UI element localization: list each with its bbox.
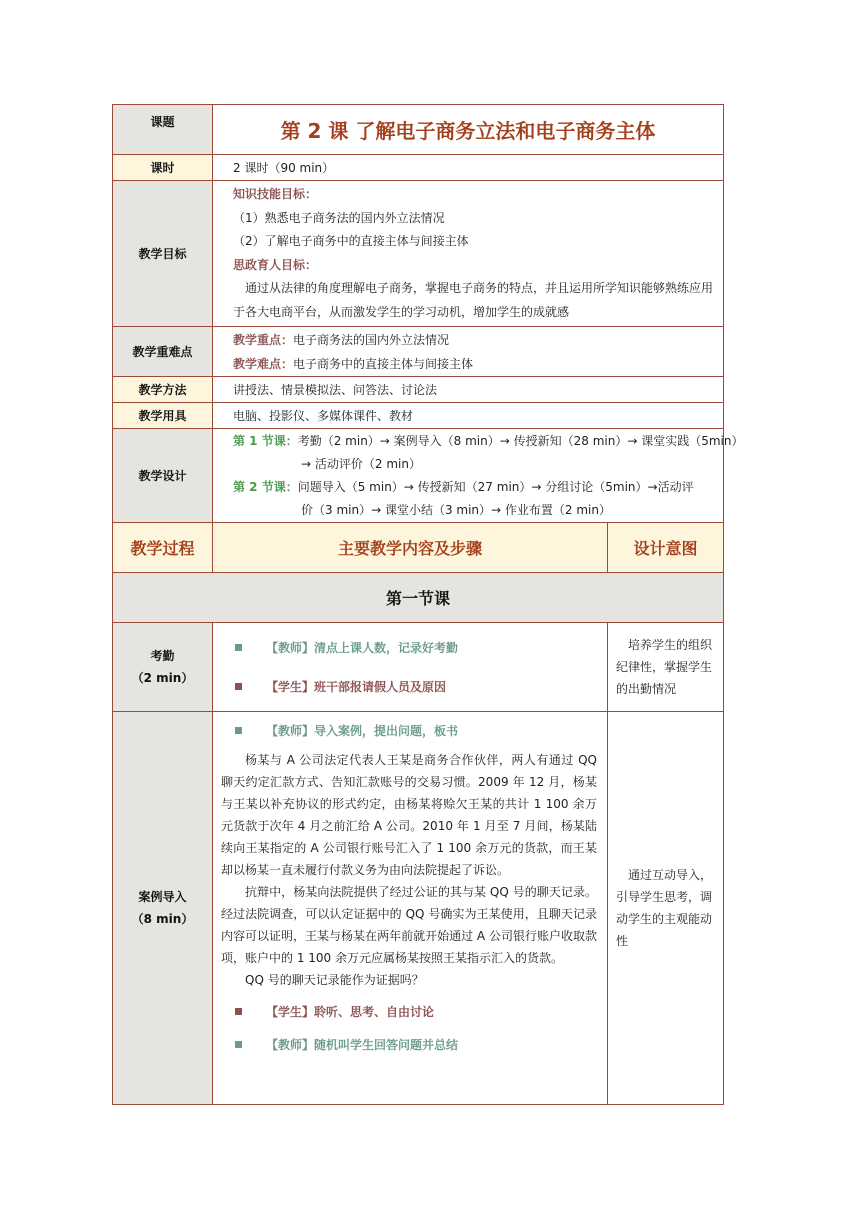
session-1-steps: 考勤（2 min）→ 案例导入（8 min）→ 传授新知（28 min）→ 课堂实践（5min） bbox=[297, 433, 744, 448]
design-content bbox=[213, 429, 744, 523]
hours-row bbox=[113, 155, 724, 181]
tools-value: 电脑、投影仪、多媒体课件、教材 bbox=[213, 403, 724, 429]
goals-content bbox=[213, 181, 724, 327]
case-intro-row bbox=[113, 712, 724, 1105]
lesson-table bbox=[112, 104, 744, 1105]
knowledge-item-1: （1）熟悉电子商务法的国内外立法情况 bbox=[233, 210, 445, 225]
section-title: 第一节课 bbox=[113, 573, 724, 623]
lesson-title: 第 2 课 了解电子商务立法和电子商务主体 bbox=[213, 105, 724, 155]
tools-row bbox=[113, 403, 724, 429]
attendance-label: 考勤 bbox=[150, 649, 175, 663]
session-2-label: 第 2 节课： bbox=[233, 479, 298, 494]
session-1-label: 第 1 节课： bbox=[233, 433, 298, 448]
lesson-plan-table bbox=[112, 104, 744, 1105]
goals-row bbox=[113, 181, 724, 327]
process-header-col1: 教学过程 bbox=[113, 523, 213, 573]
hours-value: 2 课时（90 min） bbox=[213, 155, 724, 181]
bullet-square-icon bbox=[235, 683, 242, 690]
session-2-steps: 问题导入（5 min）→ 传授新知（27 min）→ 分组讨论（5min）→活动评 bbox=[297, 479, 694, 494]
attendance-teacher-text: 【教师】清点上课人数，记录好考勤 bbox=[266, 641, 459, 655]
case-intro-time: （8 min） bbox=[131, 912, 194, 926]
goals-label: 教学目标 bbox=[113, 181, 213, 327]
keypoints-content bbox=[213, 327, 724, 377]
topic-row bbox=[113, 105, 724, 155]
case-paragraph-1: 杨某与 A 公司法定代表人王某是商务合作伙伴，两人有通过 QQ 聊天约定汇款方式、告知汇款账号的交易习惯。2009 年 12 月，杨某与王某以补充协议的形式约定，由杨某将赊欠王某的共计 1 100 余万元货款于次年 4 月之前汇给 A 公司。2010 年 1 月至 7 月间，杨某陆续向王某指定的 A 公司银行账号汇入了 1 100 余万元的货款，而王某却以杨某一直未履行付款义务为由向法院提起了诉讼。 bbox=[221, 753, 597, 877]
attendance-row bbox=[113, 623, 724, 712]
topic-label: 课题 bbox=[113, 105, 213, 155]
attendance-label-cell bbox=[113, 623, 213, 712]
session-1-line2: → 活动评价（2 min） bbox=[301, 456, 421, 471]
case-paragraph-2: 抗辩中，杨某向法院提供了经过公证的其与某 QQ 号的聊天记录。经过法院调查，可以认定证据中的 QQ 号确实为王某使用，且聊天记录内容可以证明，王某与杨某在两年前就开始通过 A 公司银行账户收取款项，账户中的 1 100 余万元应属杨某按照王某指示汇入的货款。 bbox=[221, 885, 597, 965]
case-teacher-item-1 bbox=[221, 722, 597, 739]
session-1-line bbox=[233, 430, 744, 453]
case-intro-label-cell bbox=[113, 712, 213, 1105]
focus-text: 电子商务法的国内外立法情况 bbox=[293, 332, 450, 347]
methods-row bbox=[113, 377, 724, 403]
case-intro-content bbox=[213, 712, 608, 1105]
process-header-row bbox=[113, 523, 724, 573]
focus-label: 教学重点： bbox=[233, 332, 294, 347]
process-header-col3: 设计意图 bbox=[608, 523, 724, 573]
methods-label: 教学方法 bbox=[113, 377, 213, 403]
case-intro-intent: 通过互动导入，引导学生思考，调动学生的主观能动性 bbox=[608, 712, 724, 1105]
case-question: QQ 号的聊天记录能作为证据吗？ bbox=[245, 973, 424, 987]
case-student-item bbox=[221, 1003, 597, 1020]
ideology-heading: 思政育人目标： bbox=[233, 257, 318, 272]
hours-label: 课时 bbox=[113, 155, 213, 181]
bullet-square-icon bbox=[235, 1041, 242, 1048]
difficulty-label: 教学难点： bbox=[233, 356, 294, 371]
case-student-text: 【学生】聆听、思考、自由讨论 bbox=[266, 1005, 435, 1019]
attendance-student-text: 【学生】班干部报请假人员及原因 bbox=[266, 680, 447, 694]
attendance-student-item bbox=[235, 678, 607, 695]
attendance-content bbox=[213, 623, 608, 712]
session-2-line2: 价（3 min）→ 课堂小结（3 min）→ 作业布置（2 min） bbox=[301, 502, 611, 517]
session-2-line bbox=[233, 476, 721, 499]
methods-value: 讲授法、情景模拟法、问答法、讨论法 bbox=[213, 377, 724, 403]
knowledge-heading: 知识技能目标： bbox=[233, 187, 318, 201]
ideology-text: 通过从法律的角度理解电子商务，掌握电子商务的特点，并且运用所学知识能够熟练应用于各大电商平台，从而激发学生的学习动机，增加学生的成就感 bbox=[233, 281, 714, 319]
case-teacher-text-2: 【教师】随机叫学生回答问题并总结 bbox=[266, 1038, 459, 1052]
design-row bbox=[113, 429, 724, 523]
bullet-square-icon bbox=[235, 644, 242, 651]
attendance-time: （2 min） bbox=[131, 671, 194, 685]
section-row bbox=[113, 573, 724, 623]
case-teacher-text-1: 【教师】导入案例，提出问题，板书 bbox=[266, 724, 459, 738]
keypoints-row bbox=[113, 327, 724, 377]
bullet-square-icon bbox=[235, 1008, 242, 1015]
attendance-intent: 培养学生的组织纪律性，掌握学生的出勤情况 bbox=[608, 623, 724, 712]
attendance-teacher-item bbox=[235, 639, 607, 656]
design-label: 教学设计 bbox=[113, 429, 213, 523]
difficulty-line bbox=[233, 352, 717, 376]
case-intro-label: 案例导入 bbox=[138, 890, 187, 904]
difficulty-text: 电子商务中的直接主体与间接主体 bbox=[293, 356, 474, 371]
process-header-col2: 主要教学内容及步骤 bbox=[213, 523, 608, 573]
keypoints-label: 教学重难点 bbox=[113, 327, 213, 377]
bullet-square-icon bbox=[235, 727, 242, 734]
knowledge-item-2: （2）了解电子商务中的直接主体与间接主体 bbox=[233, 234, 469, 248]
tools-label: 教学用具 bbox=[113, 403, 213, 429]
focus-line bbox=[233, 328, 717, 352]
case-teacher-item-2 bbox=[221, 1036, 597, 1053]
